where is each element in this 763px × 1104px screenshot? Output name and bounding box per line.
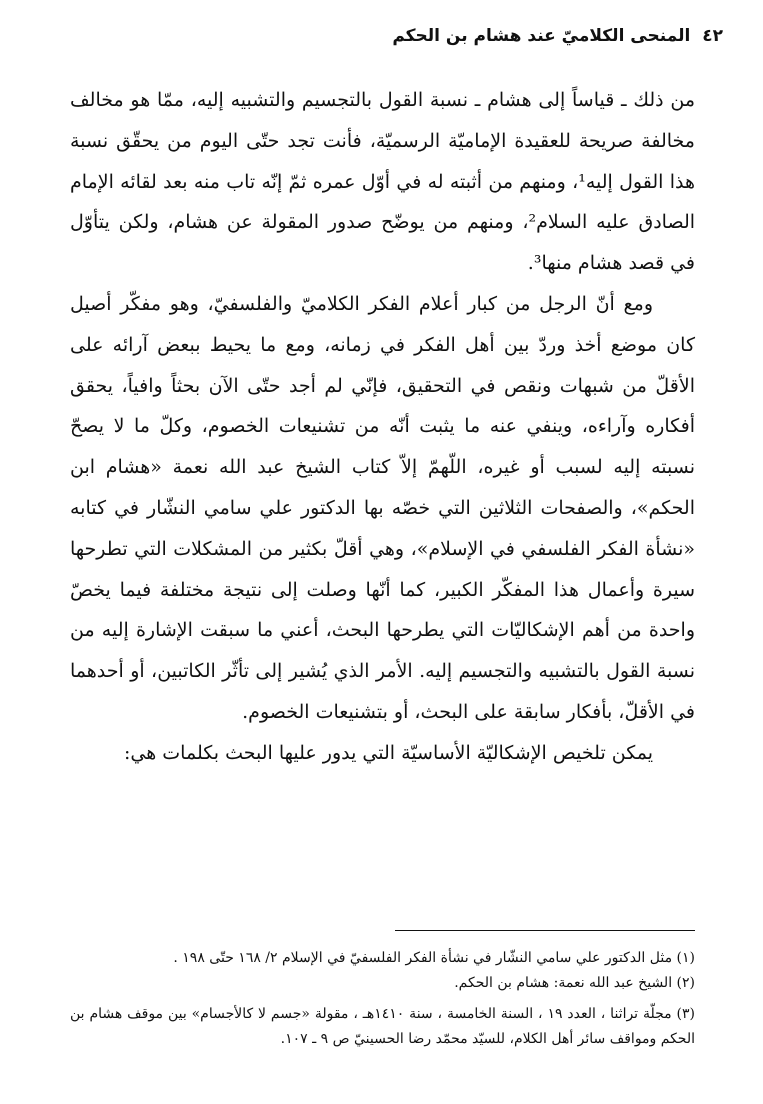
running-header: [30, 26, 723, 56]
footnote-separator: [395, 930, 695, 931]
paragraph: من ذلك ـ قياساً إلى هشام ـ نسبة القول بالتجسيم والتشبيه إليه، ممّا هو مخالف مخالفة صريحة للعقيدة الإماميّة الرسميّة، فأنت تجد حتّى اليوم من يحقّق نسبة هذا القول إليه¹، ومنهم من أثبته له في أوّل عمره ثمّ إنّه تاب منه بعد لقائه الإمام الصادق عليه السلام²، ومنهم من يوضّح صدور المقولة عن هشام، ولكن يتأوّل في قصد هشام منها³.: [70, 89, 696, 275]
footnote: (١) مثل الدكتور علي سامي النشّار في نشأة الفكر الفلسفيّ في الإسلام ٢/ ١٦٨ حتّى ١٩٨ .: [173, 950, 695, 966]
footnote: (٢) الشيخ عبد الله نعمة: هشام بن الحكم.: [454, 975, 695, 991]
paragraph: ومع أنّ الرجل من كبار أعلام الفكر الكلاميّ والفلسفيّ، وهو مفكّر أصيل كان موضع أخذ وردّ بين أهل الفكر في زمانه، ومع ما يحيط ببعض آرائه على الأقلّ من شبهات ونقص في التحقيق، فإنّي لم أجد حتّى الآن بحثاً وافياً، يحقق أفكاره وآراءه، وينفي عنه ما يثبت أنّه من تشنيعات الخصوم، وكلّ ما لا يصحّ نسبته إليه لسبب أو غيره، اللّهمّ إلاّ كتاب الشيخ عبد الله نعمة «هشام ابن الحكم»، والصفحات الثلاثين التي خصّه بها الدكتور علي سامي النشّار في كتابه «نشأة الفكر الفلسفي في الإسلام»، وهي أقلّ بكثير من المشكلات التي تطرحها سيرة وأعمال هذا المفكّر الكبير، كما أنّها وصلت إلى نتيجة مختلفة فيما يخصّ واحدة من أهم الإشكاليّات التي يطرحها البحث، أعني ما سبقت الإشارة إليه من نسبة القول بالتشبيه والتجسيم إليه. الأمر الذي يُشير إلى تأثّر الكاتبين، أو أحدهما في الأقلّ، بأفكار سابقة على البحث، أو بتشنيعات الخصوم.: [70, 292, 695, 723]
footnote: (٣) مجلّة تراثنا ، العدد ١٩ ، السنة الخامسة ، سنة ١٤١٠هـ ، مقولة «جسم لا كالأجسام» بين موقف هشام بن الحكم ومواقف سائر أهل الكلام، للسيّد محمّد رضا الحسينيّ ص ٩ ـ ١٠٧.: [70, 1006, 695, 1047]
running-title: المنحى الكلاميّ عند هشام بن الحكم: [392, 26, 691, 46]
footnotes: [70, 946, 695, 1052]
paragraph: يمكن تلخيص الإشكاليّة الأساسيّة التي يدور عليها البحث بكلمات هي:: [124, 741, 653, 764]
page-number: ٤٢: [702, 26, 723, 46]
main-text: [70, 80, 695, 774]
